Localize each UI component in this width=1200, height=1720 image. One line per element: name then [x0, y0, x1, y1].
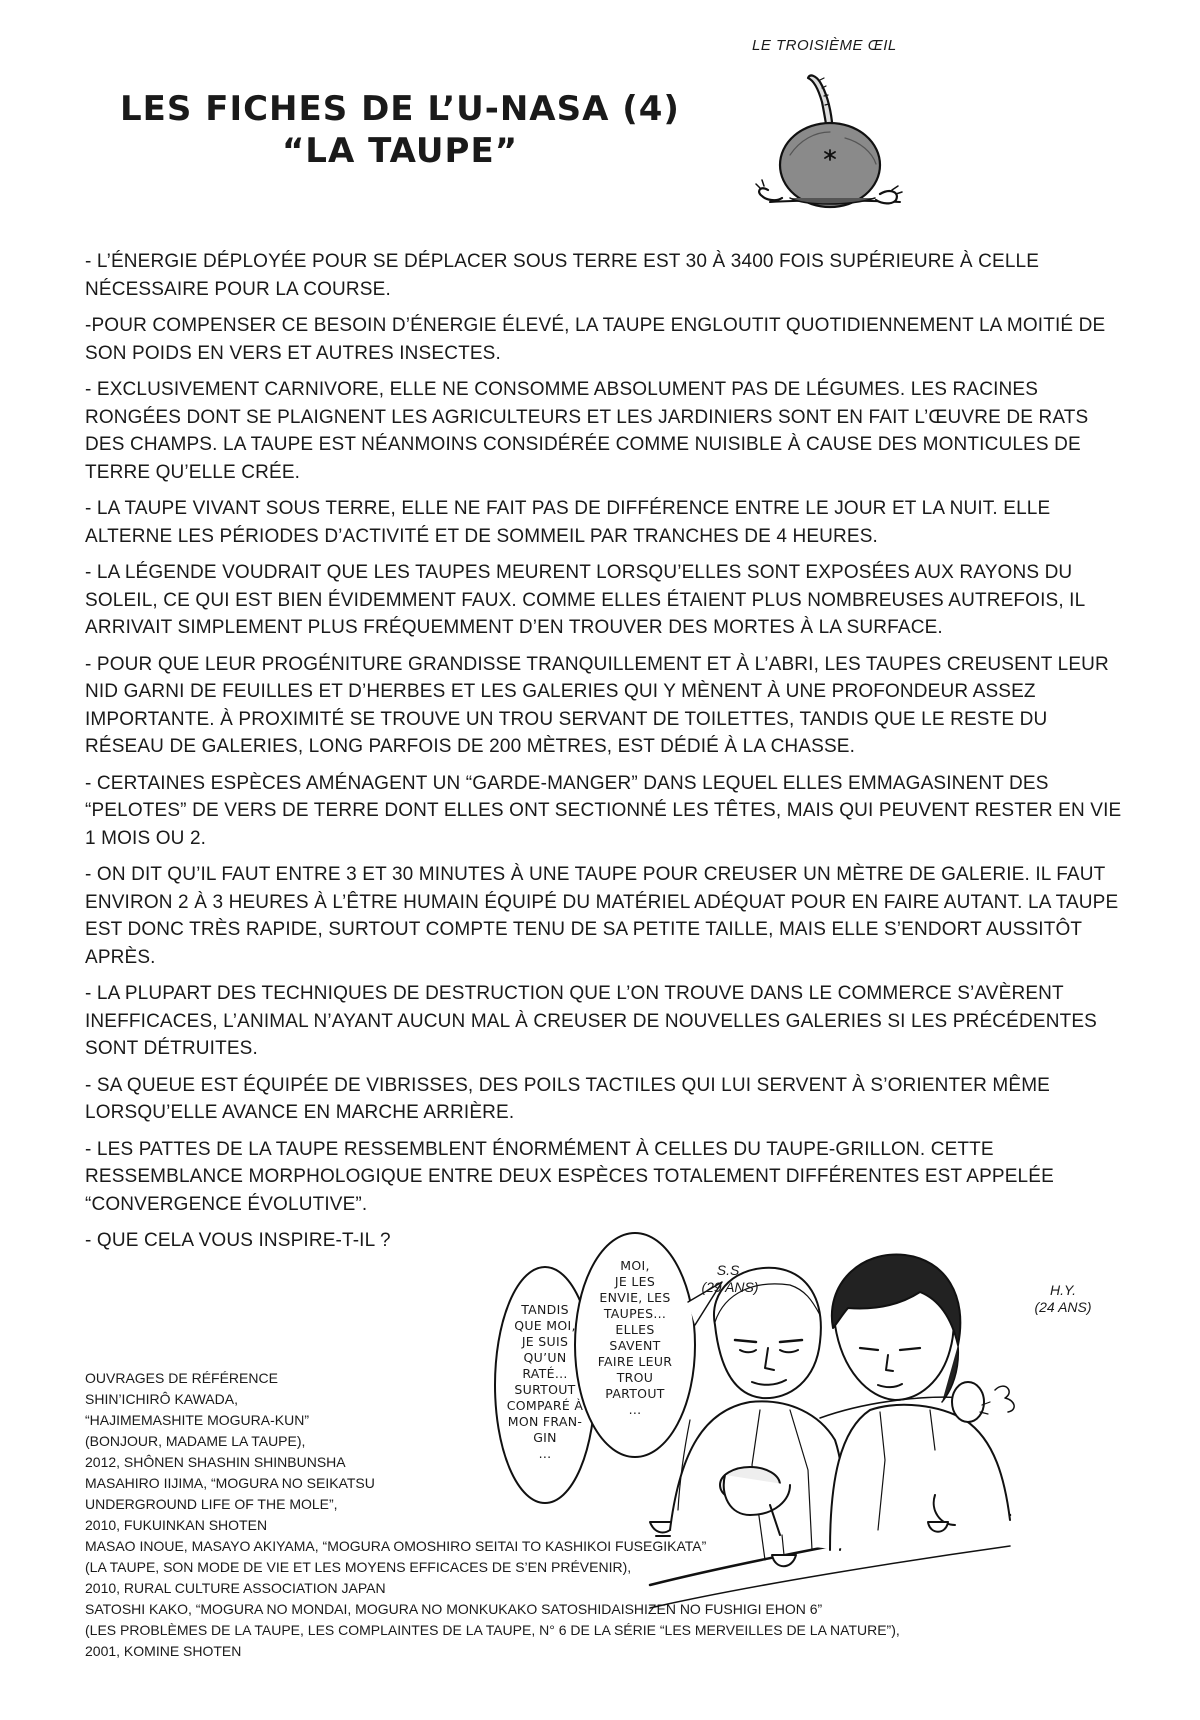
- bubble-line: JE LES: [614, 1274, 656, 1289]
- bubble-line: ENVIE, LES: [599, 1290, 671, 1305]
- fact-paragraph: - EXCLUSIVEMENT CARNIVORE, ELLE NE CONSOMME ABSOLUMENT PAS DE LÉGUMES. LES RACINES RONGÉES DONT SE PLAIGNENT LES AGRICULTEURS ET LES JARDINIERS SONT EN FAIT L’ŒUVRE DE RATS DES CHAMPS. LA TAUPE EST NÉANMOINS CONSIDÉRÉE COMME NUISIBLE À CAUSE DES MONTICULES DE TERRE QU’ELLE CRÉE.: [85, 379, 1089, 483]
- reference-line: 2010, FUKUINKAN SHOTEN: [85, 1517, 268, 1533]
- reference-line: MASAHIRO IIJIMA, “MOGURA NO SEIKATSU: [85, 1475, 375, 1491]
- bubble-line: SAVENT: [609, 1338, 661, 1353]
- fact-paragraph: - L’ÉNERGIE DÉPLOYÉE POUR SE DÉPLACER SOUS TERRE EST 30 À 3400 FOIS SUPÉRIEURE À CELLE NÉCESSAIRE POUR LA COURSE.: [85, 251, 1040, 300]
- fact-paragraph: - POUR QUE LEUR PROGÉNITURE GRANDISSE TRANQUILLEMENT ET À L’ABRI, LES TAUPES CREUSENT LEUR NID GARNI DE FEUILLES ET D’HERBES ET LES GALERIES QUI Y MÈNENT À UNE PROFONDEUR ASSEZ IMPORTANTE. À PROXIMITÉ SE TROUVE UN TROU SERVANT DE TOILETTES, TANDIS QUE LE RESTE DU RÉSEAU DE GALERIES, LONG PARFOIS DE 200 MÈTRES, EST DÉDIÉ À LA CHASSE.: [85, 653, 1109, 757]
- bubble-line: MOI,: [620, 1258, 650, 1273]
- reference-line: 2012, SHÔNEN SHASHIN SHINBUNSHA: [85, 1454, 346, 1470]
- fact-paragraph: - SA QUEUE EST ÉQUIPÉE DE VIBRISSES, DES POILS TACTILES QUI LUI SERVENT À S’ORIENTER MÊME LORSQU’ELLE AVANCE EN MARCHE ARRIÈRE.: [85, 1074, 1051, 1123]
- bubble-line: FAIRE LEUR: [597, 1354, 673, 1369]
- bubble-line: MON FRAN-: [507, 1414, 583, 1429]
- reference-line: 2010, RURAL CULTURE ASSOCIATION JAPAN: [85, 1580, 386, 1596]
- fact-paragraph: - LA TAUPE VIVANT SOUS TERRE, ELLE NE FAIT PAS DE DIFFÉRENCE ENTRE LE JOUR ET LA NUIT. ELLE ALTERNE LES PÉRIODES D’ACTIVITÉ ET DE SOMMEIL PAR TRANCHES DE 4 HEURES.: [85, 498, 1051, 547]
- reference-line: (LA TAUPE, SON MODE DE VIE ET LES MOYENS EFFICACES DE S’EN PRÉVENIR),: [85, 1559, 632, 1575]
- bubble-line: GIN: [533, 1430, 557, 1445]
- bubble-line: ELLES: [615, 1322, 655, 1337]
- bubble-line: TAUPES...: [603, 1306, 667, 1321]
- character-name: S.S.: [716, 1262, 744, 1278]
- bubble-line: PARTOUT: [605, 1386, 665, 1401]
- bubble-line: COMPARÉ À: [506, 1398, 584, 1413]
- fact-paragraph: - QUE CELA VOUS INSPIRE-T-IL ?: [85, 1230, 391, 1251]
- reference-line: OUVRAGES DE RÉFÉRENCE: [85, 1370, 278, 1386]
- bubble-line: ...: [628, 1402, 642, 1417]
- character-label-hy: [1018, 1282, 1108, 1316]
- reference-line: SHIN’ICHIRÔ KAWADA,: [85, 1391, 238, 1407]
- bubble-line: TANDIS: [521, 1302, 569, 1317]
- bubble-line: SURTOUT: [514, 1382, 576, 1397]
- bubble-line: QU’UN: [523, 1350, 567, 1365]
- bubble-line: QUE MOI,: [514, 1318, 576, 1333]
- speech-bubble-left-text: [500, 1302, 590, 1462]
- reference-line: 2001, KOMINE SHOTEN: [85, 1643, 242, 1659]
- fact-paragraph: - LES PATTES DE LA TAUPE RESSEMBLENT ÉNORMÉMENT À CELLES DU TAUPE-GRILLON. CETTE RESSEMBLANCE MORPHOLOGIQUE ENTRE DEUX ESPÈCES TOTALEMENT DIFFÉRENTES EST APPELÉE “CONVERGENCE ÉVOLUTIVE”.: [85, 1138, 1054, 1215]
- character-name: H.Y.: [1050, 1282, 1076, 1298]
- bubble-line: TROU: [616, 1370, 654, 1385]
- facts-list: [85, 248, 1125, 1264]
- speech-bubble-right-text: [585, 1258, 685, 1418]
- reference-line: UNDERGROUND LIFE OF THE MOLE”,: [85, 1496, 338, 1512]
- bubble-line: RATÉ...: [522, 1366, 568, 1381]
- bubble-line: JE SUIS: [521, 1334, 569, 1349]
- fact-paragraph: - CERTAINES ESPÈCES AMÉNAGENT UN “GARDE-MANGER” DANS LEQUEL ELLES EMMAGASINENT DES “PELOTES” DE VERS DE TERRE DONT ELLES ONT SECTIONNÉ LES TÊTES, MAIS QUI PEUVENT RESTER EN VIE 1 MOIS OU 2.: [85, 772, 1122, 849]
- fact-paragraph: - ON DIT QU’IL FAUT ENTRE 3 ET 30 MINUTES À UNE TAUPE POUR CREUSER UN MÈTRE DE GALERIE. IL FAUT ENVIRON 2 À 3 HEURES À L’ÊTRE HUMAIN ÉQUIPÉ DU MATÉRIEL ADÉQUAT POUR EN FAIRE AUTANT. LA TAUPE EST DONC TRÈS RAPIDE, SURTOUT COMPTE TENU DE SA PETITE TAILLE, MAIS ELLE S’ENDORT AUSSITÔT APRÈS.: [85, 864, 1119, 968]
- mole-illustration: [750, 60, 910, 220]
- reference-line: (BONJOUR, MADAME LA TAUPE),: [85, 1433, 306, 1449]
- comic-panel: [490, 1230, 1130, 1610]
- fact-paragraph: - LA LÉGENDE VOUDRAIT QUE LES TAUPES MEURENT LORSQU’ELLES SONT EXPOSÉES AUX RAYONS DU SOLEIL, CE QUI EST BIEN ÉVIDEMMENT FAUX. COMME ELLES ÉTAIENT PLUS NOMBREUSES AUTREFOIS, IL ARRIVAIT SIMPLEMENT PLUS FRÉQUEMMENT D’EN TROUVER DES MORTES À LA SURFACE.: [85, 562, 1085, 638]
- page-title: [80, 88, 720, 172]
- reference-line: (LES PROBLÈMES DE LA TAUPE, LES COMPLAINTES DE LA TAUPE, N° 6 DE LA SÉRIE “LES MERVEILLES DE LA NATURE”),: [85, 1622, 900, 1638]
- reference-line: MASAO INOUE, MASAYO AKIYAMA, “MOGURA OMOSHIRO SEITAI TO KASHIKOI FUSEGIKATA”: [85, 1538, 707, 1554]
- fact-paragraph: -POUR COMPENSER CE BESOIN D’ÉNERGIE ÉLEVÉ, LA TAUPE ENGLOUTIT QUOTIDIENNEMENT LA MOITIÉ DE SON POIDS EN VERS ET AUTRES INSECTES.: [85, 315, 1106, 364]
- title-line-1: LES FICHES DE L’U-NASA (4): [120, 89, 680, 129]
- reference-line: SATOSHI KAKO, “MOGURA NO MONDAI, MOGURA NO MONKUKAKO SATOSHIDAISHIZEN NO FUSHIGI EHON 6”: [85, 1601, 823, 1617]
- bubble-line: ...: [538, 1446, 552, 1461]
- character-age: (24 ANS): [1034, 1299, 1092, 1315]
- reference-line: “HAJIMEMASHITE MOGURA-KUN”: [85, 1412, 309, 1428]
- illustration-caption: LE TROISIÈME ŒIL: [752, 37, 897, 54]
- fact-paragraph: - LA PLUPART DES TECHNIQUES DE DESTRUCTION QUE L’ON TROUVE DANS LE COMMERCE S’AVÈRENT INEFFICACES, L’ANIMAL N’AYANT AUCUN MAL À CREUSER DE NOUVELLES GALERIES SI LES PRÉCÉDENTES SONT DÉTRUITES.: [85, 983, 1097, 1059]
- title-line-2: “LA TAUPE”: [281, 131, 519, 171]
- character-label-ss: [690, 1262, 770, 1296]
- character-age: (29 ANS): [701, 1279, 759, 1295]
